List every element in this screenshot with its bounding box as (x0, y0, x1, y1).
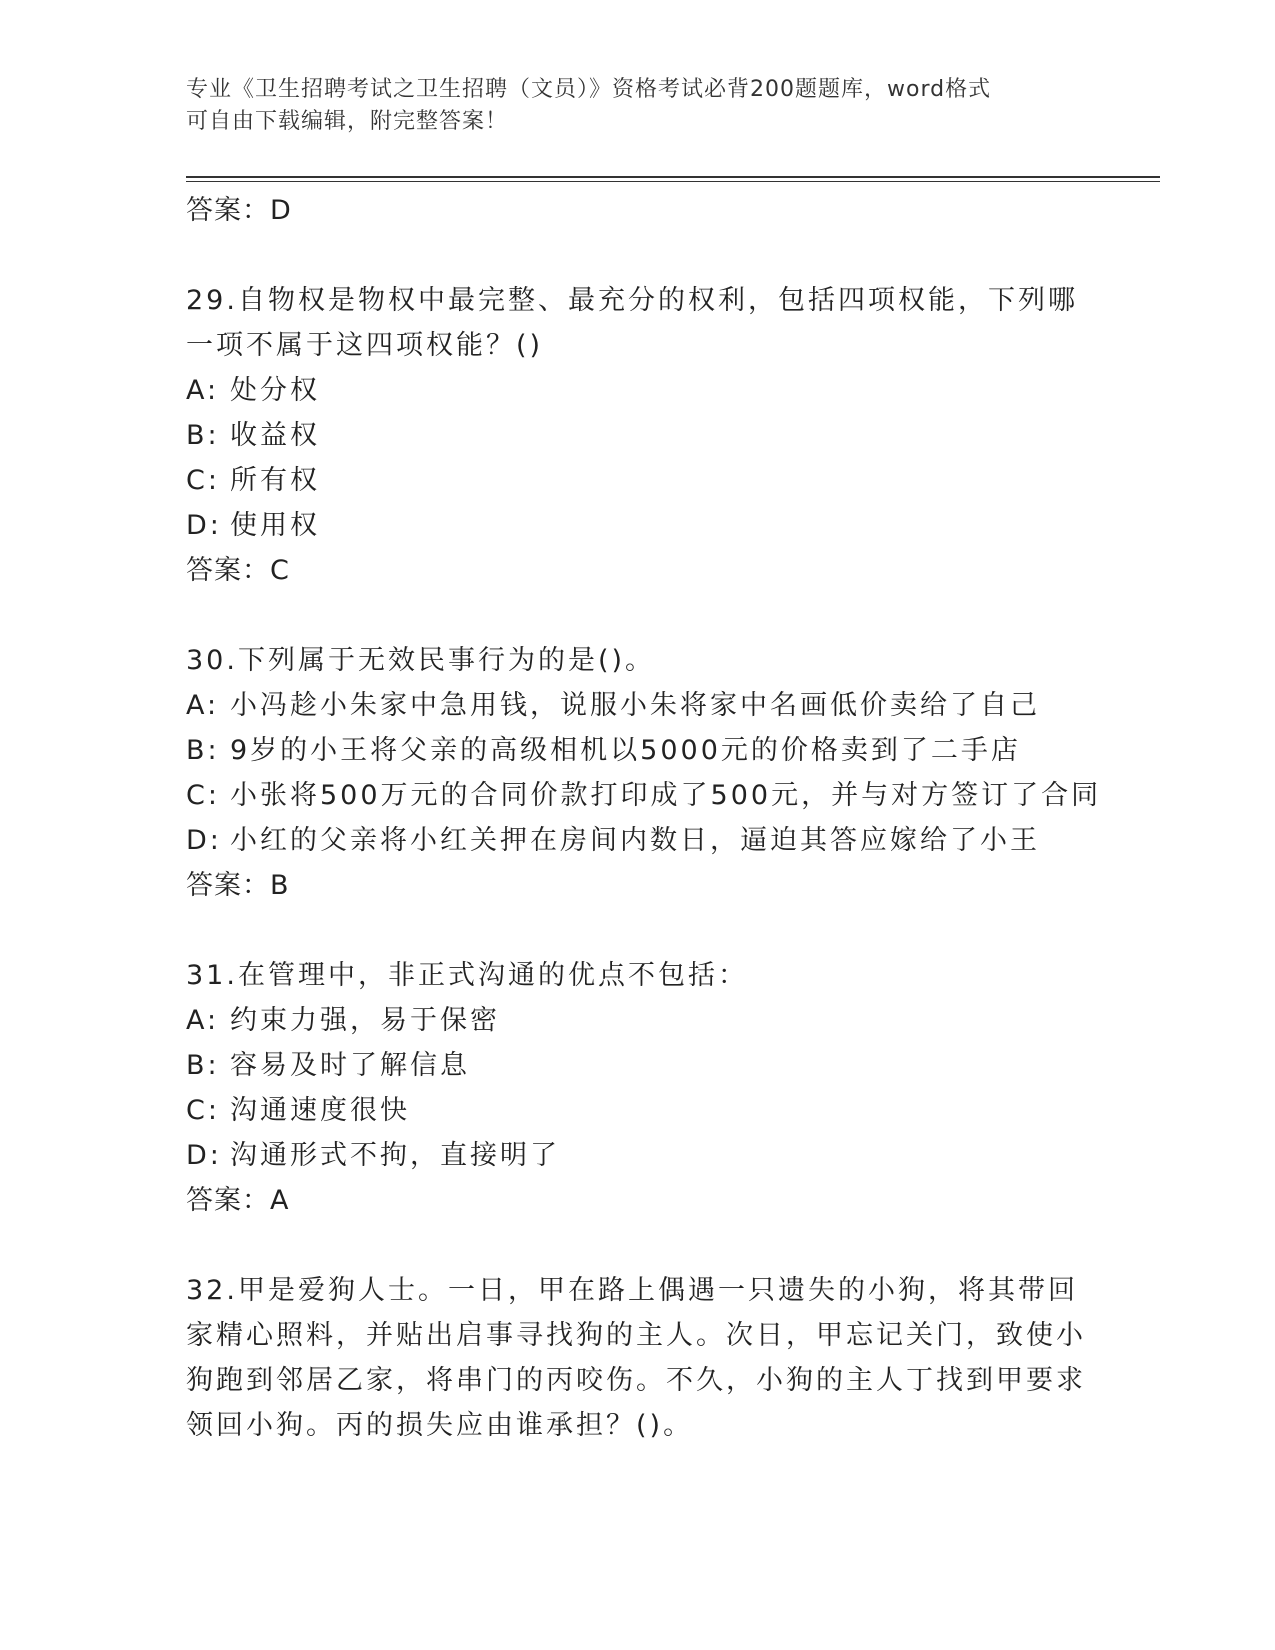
option-d (186, 1133, 1106, 1178)
header-divider-thin (186, 181, 1160, 182)
option-text: 9岁的小王将父亲的高级相机以5000元的价格卖到了二手店 (230, 735, 1021, 766)
option-b (186, 1043, 1106, 1088)
answer-line: 答案：A (186, 1185, 290, 1216)
option-text: 使用权 (230, 510, 320, 541)
option-c (186, 773, 1106, 818)
option-letter: C: (186, 1095, 220, 1126)
option-letter: B: (186, 735, 220, 766)
option-text: 沟通速度很快 (230, 1095, 410, 1126)
option-b (186, 728, 1106, 773)
question-stem: 29.自物权是物权中最完整、最充分的权利，包括四项权能，下列哪一项不属于这四项权能？() (186, 285, 1078, 361)
question-list (186, 188, 1106, 1448)
option-letter: D: (186, 510, 222, 541)
question-31 (186, 953, 1106, 1224)
option-letter: B: (186, 1050, 220, 1081)
option-a (186, 683, 1106, 728)
option-text: 小张将500万元的合同价款打印成了500元，并与对方签订了合同 (230, 780, 1102, 811)
option-d (186, 818, 1106, 863)
option-text: 约束力强，易于保密 (230, 1005, 500, 1036)
header-line-2: 可自由下载编辑，附完整答案！ (186, 109, 509, 134)
answer-line: 答案：B (186, 870, 290, 901)
header-divider (186, 176, 1160, 178)
page-header (186, 74, 1086, 138)
option-text: 沟通形式不拘，直接明了 (230, 1140, 560, 1171)
option-text: 处分权 (230, 375, 320, 406)
option-letter: A: (186, 1005, 220, 1036)
option-text: 收益权 (230, 420, 320, 451)
question-29 (186, 278, 1106, 594)
option-letter: C: (186, 780, 220, 811)
option-letter: A: (186, 690, 220, 721)
option-a (186, 998, 1106, 1043)
option-letter: D: (186, 1140, 222, 1171)
option-text: 小红的父亲将小红关押在房间内数日，逼迫其答应嫁给了小王 (230, 825, 1040, 856)
header-line-1: 专业《卫生招聘考试之卫生招聘（文员）》资格考试必背200题题库，word格式 (186, 77, 992, 102)
option-letter: A: (186, 375, 220, 406)
option-letter: D: (186, 825, 222, 856)
option-a (186, 368, 1106, 413)
option-b (186, 413, 1106, 458)
question-stem: 32.甲是爱狗人士。一日，甲在路上偶遇一只遗失的小狗，将其带回家精心照料，并贴出启事寻找狗的主人。次日，甲忘记关门，致使小狗跑到邻居乙家，将串门的丙咬伤。不久，小狗的主人丁找到甲要求领回小狗。丙的损失应由谁承担？()。 (186, 1275, 1086, 1441)
option-text: 所有权 (230, 465, 320, 496)
option-d (186, 503, 1106, 548)
question-stem: 31.在管理中，非正式沟通的优点不包括： (186, 960, 748, 991)
question-stem: 30.下列属于无效民事行为的是()。 (186, 645, 656, 676)
option-text: 容易及时了解信息 (230, 1050, 470, 1081)
option-letter: C: (186, 465, 220, 496)
option-c (186, 458, 1106, 503)
option-letter: B: (186, 420, 220, 451)
question-32 (186, 1268, 1106, 1448)
question-30 (186, 638, 1106, 909)
previous-answer: 答案：D (186, 195, 292, 226)
option-c (186, 1088, 1106, 1133)
answer-line: 答案：C (186, 555, 290, 586)
option-text: 小冯趁小朱家中急用钱，说服小朱将家中名画低价卖给了自己 (230, 690, 1040, 721)
